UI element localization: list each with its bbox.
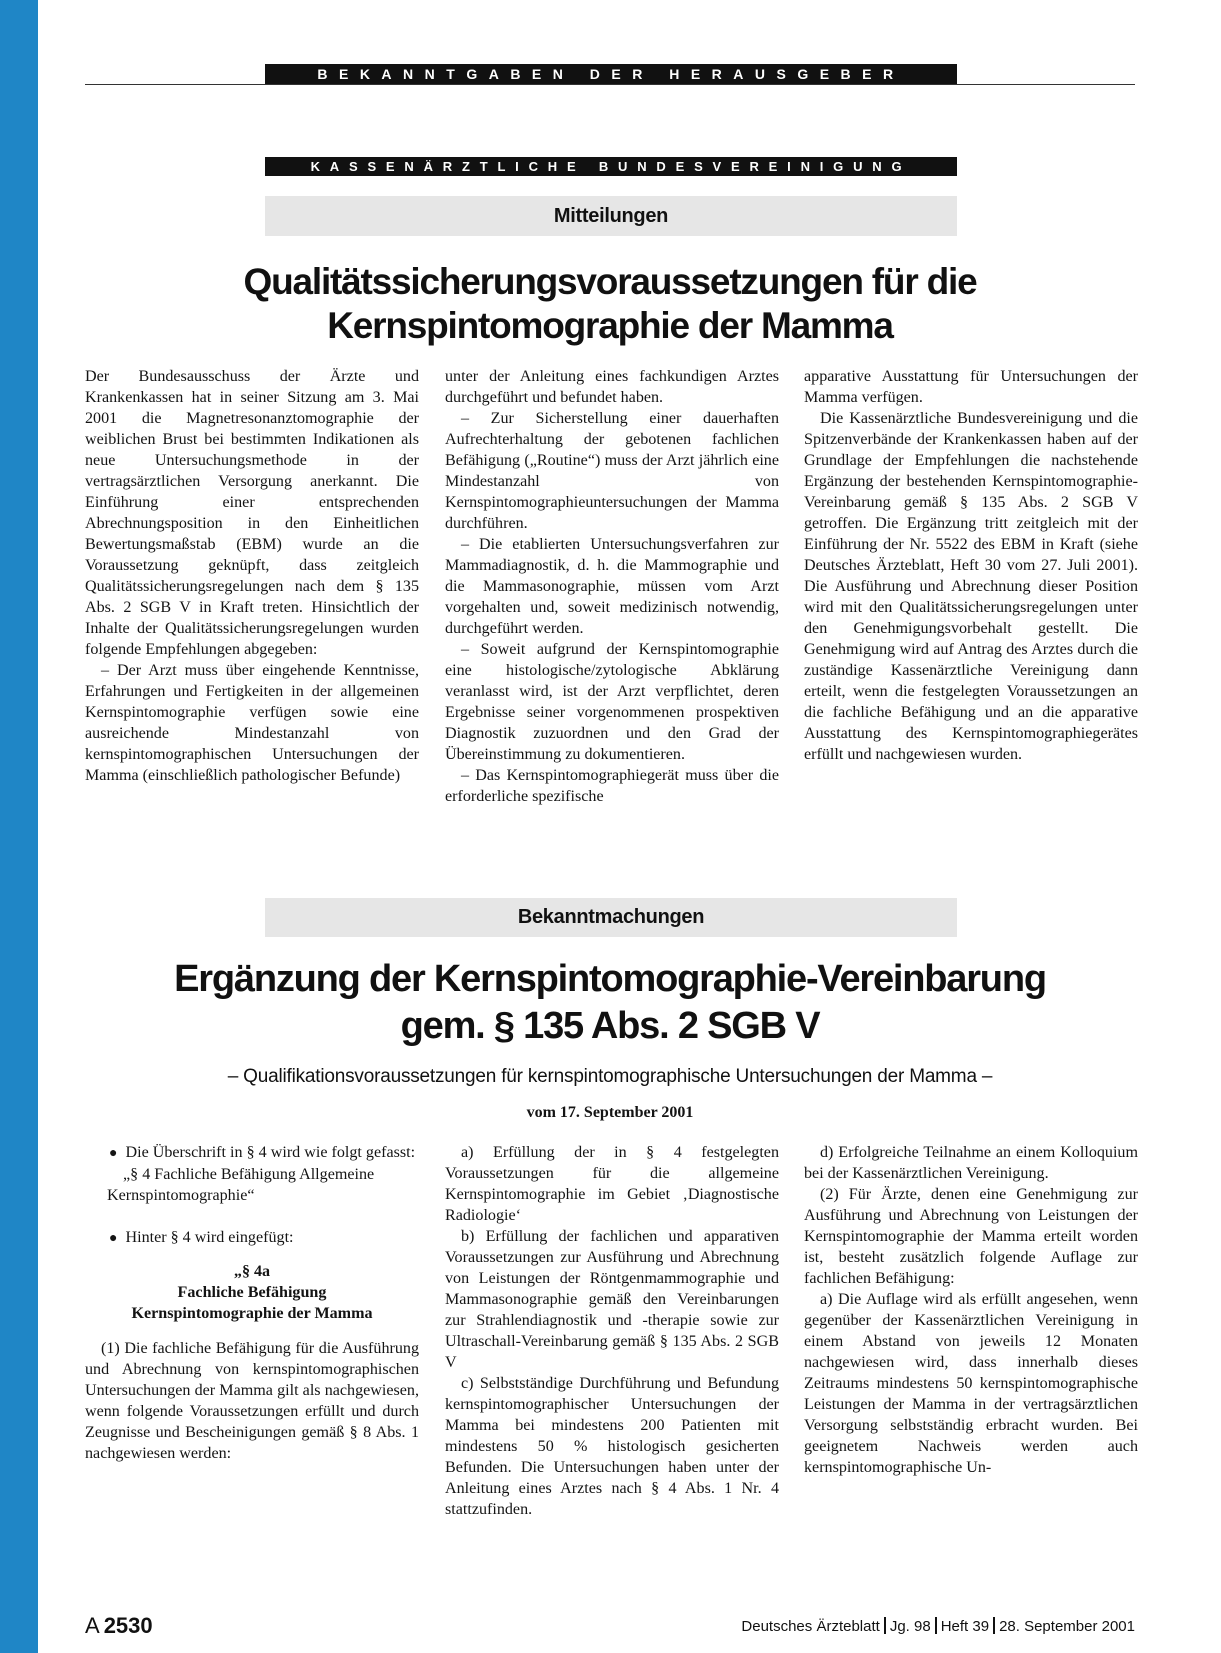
issue-date: 28. September 2001 [999, 1618, 1135, 1635]
section-title-line2: Kernspintomographie der Mamma [131, 1305, 373, 1322]
paragraph: – Der Arzt muss über eingehende Kenntnisse, Erfahrungen und Fertigkeiten in der allgemeinen Kernspintomographie verfügen sowie eine ausreichende Mindestanzahl von kernspintomographischen Untersuchungen der Mamma (einschließlich pathologischer Befunde) [85, 662, 419, 784]
page-number-value: 2530 [103, 1613, 153, 1638]
paragraph: – Zur Sicherstellung einer dauerhaften Aufrechterhaltung der gebotenen fachlichen Befähigung („Routine“) muss der Arzt jährlich eine Mindestanzahl von Kernspintomographieuntersuchungen der Mamma durchführen. [445, 410, 779, 532]
separator [935, 1617, 937, 1634]
article2-subtitle: – Qualifikationsvoraussetzungen für kernspintomographische Untersuchungen der Mamma – [227, 1066, 993, 1087]
bullet-text: Die Überschrift in § 4 wird wie folgt gefasst: [125, 1144, 416, 1161]
paragraph: – Das Kernspintomographiegerät muss über die erforderliche spezifische [445, 767, 779, 805]
paragraph: – Die etablierten Untersuchungsverfahren zur Mammadiagnostik, d. h. die Mammographie und die Mammasonographie, müssen vom Arzt vorgehalten und, soweit medizinisch notwendig, durchgeführt werden. [445, 536, 779, 637]
article2-title-line2: gem. § 135 Abs. 2 SGB V [400, 1005, 820, 1047]
bullet-item [85, 1227, 419, 1249]
article2-date: vom 17. September 2001 [526, 1104, 694, 1121]
paragraph: a) Die Auflage wird als erfüllt angesehen, wenn gegenüber der Kassenärztlichen Vereinigung in einem Abstand von jeweils 12 Monaten nachgewiesen wird, dass innerhalb dieses Zeitraums mindestens 50 kernspintomographische Leistungen der Mamma in der vertragsärztlichen Versorgung selbstständig erbracht wurden. Bei geeignetem Nachweis werden auch kernspintomographische Un- [804, 1291, 1138, 1476]
bullet-text: Hinter § 4 wird eingefügt: [125, 1229, 294, 1246]
publication-info [741, 1617, 1135, 1635]
paragraph: a) Erfüllung der in § 4 festgelegten Voraussetzungen für die allgemeine Kernspintomographie im Gebiet ‚Diagnostische Radiologie‘ [445, 1144, 779, 1224]
bullet-icon: ● [109, 1146, 118, 1161]
paragraph: Der Bundesausschuss der Ärzte und Krankenkassen hat in seiner Sitzung am 3. Mai 2001 die Magnetresonanztomographie der weiblichen Brust bei bestimmten Indikationen als neue Untersuchungsmethode in der vertragsärztlichen Versorgung anerkannt. Die Einführung einer entsprechenden Abrechnungsposition in den Einheitlichen Bewertungsmaßstab (EBM) wurde an die Voraussetzung geknüpft, dass zeitgleich Qualitätssicherungsregelungen nach dem § 135 Abs. 2 SGB V in Kraft treten. Hinsichtlich der Inhalte der Qualitätssicherungsregelungen wurden folgende Empfehlungen abgegeben: [85, 368, 419, 658]
article2-category: Bekanntmachungen [265, 898, 957, 937]
bullet-item [85, 1142, 419, 1164]
header-rule [85, 84, 1135, 85]
section-heading [85, 1261, 419, 1324]
article1-title-line2: Kernspintomographie der Mamma [327, 305, 893, 346]
journal-name: Deutsches Ärzteblatt [741, 1618, 880, 1635]
page-footer [85, 1613, 1135, 1637]
paragraph: – Soweit aufgrund der Kernspintomographie eine histologische/zytologische Abklärung veranlasst wird, ist der Arzt verpflichtet, deren Ergebnisse seiner vorgenommenen prospektiven Diagnostik zuzuordnen und den Grad der Übereinstimmung zu dokumentieren. [445, 641, 779, 763]
paragraph: Die Kassenärztliche Bundesvereinigung und die Spitzenverbände der Krankenkassen haben auf der Grundlage der Empfehlungen die nachstehende Ergänzung der bestehenden Kernspintomographie-Vereinbarung gemäß § 135 Abs. 2 SGB V getroffen. Die Ergänzung tritt zeitgleich mit der Einführung der Nr. 5522 des EBM in Kraft (siehe Deutsches Ärzteblatt, Heft 30 vom 27. Juli 2001). Die Ausführung und Abrechnung dieser Position wird mit den Qualitätssicherungsregelungen unter den Genehmigungsvorbehalt gestellt. Die Genehmigung wird auf Antrag des Arztes durch die zuständige Kassenärztliche Vereinigung dann erteilt, wenn die festgelegten Voraussetzungen an die fachliche Befähigung und an die apparative Ausstattung des Kernspintomographiegerätes erfüllt und nachgewiesen wurden. [804, 410, 1138, 763]
page-prefix: A [85, 1613, 100, 1638]
separator [993, 1617, 995, 1634]
article1-column-2 [445, 366, 779, 807]
paragraph: (1) Die fachliche Befähigung für die Ausführung und Abrechnung von kernspintomographischen Untersuchungen der Mamma gilt als nachgewiesen, wenn folgende Voraussetzungen erfüllt und durch Zeugnisse und Bescheinigungen gemäß § 8 Abs. 1 nachgewiesen werden: [85, 1340, 419, 1462]
separator [884, 1617, 886, 1634]
article1-title-line1: Qualitätssicherungsvoraussetzungen für die [243, 261, 977, 302]
page-number [85, 1613, 153, 1639]
paragraph: b) Erfüllung der fachlichen und apparativen Voraussetzungen zur Ausführung und Abrechnung von Leistungen der Röntgenmammographie und Mammasonographie gemäß den Vereinbarungen zur Strahlendiagnostik und -therapie sowie zur Ultraschall-Vereinbarung gemäß § 135 Abs. 2 SGB V [445, 1228, 779, 1371]
article1-column-1 [85, 366, 419, 786]
paragraph: unter der Anleitung eines fachkundigen Arztes durchgeführt und befundet haben. [445, 368, 779, 406]
article2-column-1 [85, 1142, 419, 1464]
article2-title [85, 956, 1135, 1050]
section-number: „§ 4a [233, 1263, 271, 1280]
article2-column-3 [804, 1142, 1138, 1478]
org-banner: KASSENÄRZTLICHE BUNDESVEREINIGUNG [265, 157, 957, 176]
left-color-bar [0, 0, 38, 1653]
paragraph: c) Selbstständige Durchführung und Befundung kernspintomographischer Untersuchungen der Mamma bei mindestens 200 Patienten mit mindestens 50 % histologisch gesicherten Befunden. Die Untersuchungen haben unter der Anleitung eines Arztes nach § 4 Abs. 1 Nr. 4 stattzufinden. [445, 1375, 779, 1518]
issue: Heft 39 [940, 1618, 990, 1635]
article1-title [85, 260, 1135, 348]
article1-category: Mitteilungen [265, 196, 957, 236]
paragraph: apparative Ausstattung für Untersuchungen der Mamma verfügen. [804, 368, 1138, 406]
section-title-line1: Fachliche Befähigung [177, 1284, 327, 1301]
article2-column-2 [445, 1142, 779, 1520]
section-banner: BEKANNTGABEN DER HERAUSGEBER [265, 64, 957, 84]
article1-column-3 [804, 366, 1138, 765]
volume: Jg. 98 [889, 1618, 931, 1635]
quoted-heading: „§ 4 Fachliche Befähigung Allgemeine Kernspintomographie“ [107, 1166, 375, 1204]
paragraph: (2) Für Ärzte, denen eine Genehmigung zur Ausführung und Abrechnung von Leistungen der Kernspintomographie der Mamma erteilt worden ist, besteht zusätzlich folgende Auflage zur fachlichen Befähigung: [804, 1186, 1138, 1287]
bullet-icon: ● [109, 1231, 118, 1246]
paragraph: d) Erfolgreiche Teilnahme an einem Kolloquium bei der Kassenärztlichen Vereinigung. [804, 1144, 1138, 1182]
article2-title-line1: Ergänzung der Kernspintomographie-Vereinbarung [174, 958, 1046, 1000]
